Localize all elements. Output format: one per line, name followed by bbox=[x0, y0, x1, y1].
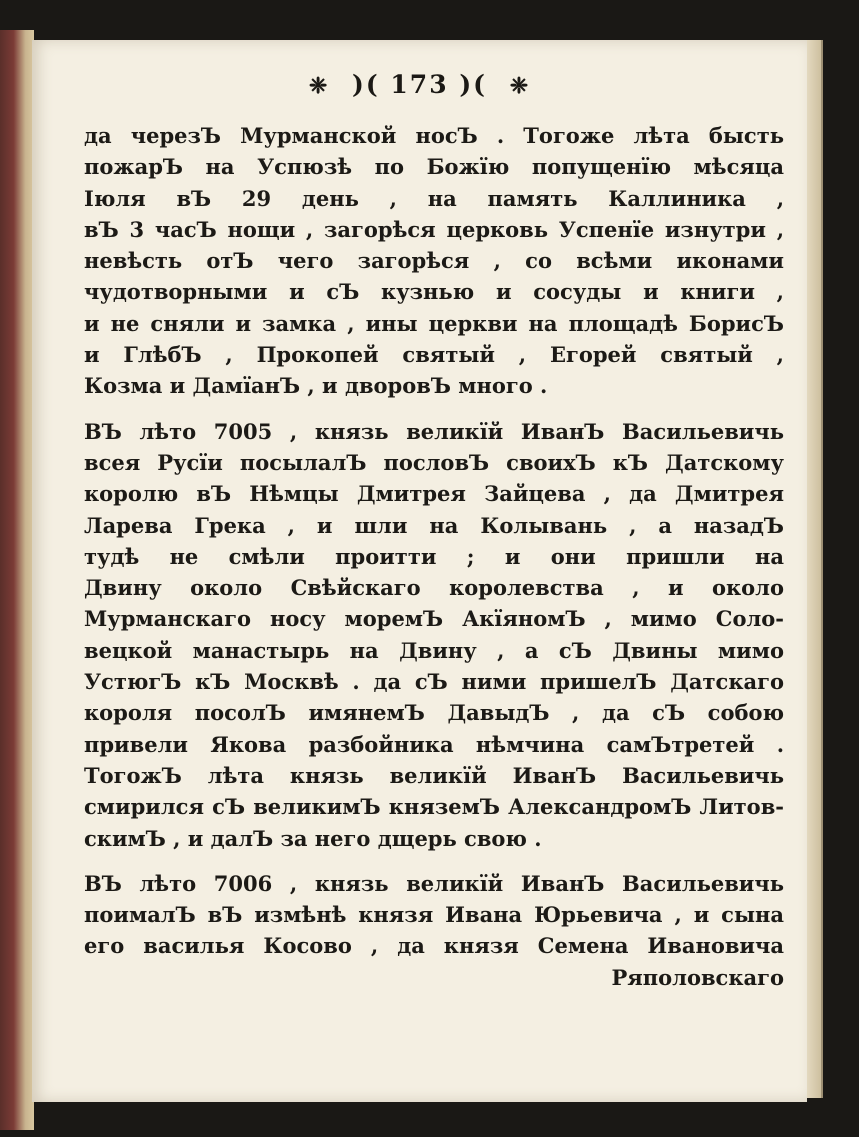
text-line: Ларева Грека , и шли на Колывань , а назадЪ bbox=[84, 512, 784, 538]
book-page bbox=[32, 40, 807, 1102]
text-line: ТогожЪ лѣта князь великїй ИванЪ Васильевичь bbox=[84, 762, 784, 788]
text-line: пожарЪ на Успюзѣ по Божїю попущенїю мѣсяца bbox=[84, 154, 784, 180]
text-line: тудѣ не смѣли проитти ; и они пришли на bbox=[84, 543, 784, 569]
page-body bbox=[84, 120, 784, 993]
text-line: и ГлѣбЪ , Прокопей святый , Егорей святый , bbox=[84, 342, 784, 368]
page-number: 173 bbox=[390, 70, 449, 99]
text-line: королю вЪ Нѣмцы Дмитрея Зайцева , да Дмитрея bbox=[84, 481, 784, 507]
text-line: короля посолЪ имянемЪ ДавыдЪ , да сЪ собою bbox=[84, 700, 784, 726]
ornament-left-icon: ❈ bbox=[308, 73, 330, 99]
text-line: Мурманскаго носу моремЪ АкїяномЪ , мимо Соло- bbox=[84, 606, 784, 632]
text-line: да черезЪ Мурманской носЪ . Тогоже лѣта бысть bbox=[84, 123, 784, 148]
text-line: вЪ 3 часЪ нощи , загорѣся церковь Успенїе изнутри , bbox=[84, 216, 784, 242]
page-header bbox=[32, 70, 807, 99]
bracket-left: )( bbox=[352, 70, 380, 99]
text-line: невѣсть отЪ чего загорѣся , со всѣми иконами bbox=[84, 248, 784, 274]
text-line: Козма и ДамїанЪ , и дворовЪ много . bbox=[84, 373, 548, 399]
paragraph-3 bbox=[84, 868, 784, 993]
text-line: чудотворными и сЪ кузнью и сосуды и книги , bbox=[84, 279, 784, 305]
text-line: смирился сЪ великимЪ княземЪ АлександромЪ Литов- bbox=[84, 794, 784, 820]
text-line: ВЪ лѣто 7005 , князь великїй ИванЪ Васильевичь bbox=[84, 418, 784, 444]
text-line: привели Якова разбойника нѣмчина самЪтретей . bbox=[84, 731, 784, 757]
text-line: скимЪ , и далЪ за него дщерь свою . bbox=[84, 825, 542, 851]
text-line: Iюля вЪ 29 день , на память Каллиника , bbox=[84, 185, 784, 211]
book-binding bbox=[0, 30, 34, 1130]
text-line: его василья Косово , да князя Семена Ивановича bbox=[84, 933, 784, 959]
text-line: Двину около Свѣйскаго королевства , и около bbox=[84, 575, 784, 601]
paragraph-2 bbox=[84, 416, 784, 854]
bracket-right: )( bbox=[459, 70, 487, 99]
text-line: ВЪ лѣто 7006 , князь великїй ИванЪ Васильевичь bbox=[84, 870, 784, 896]
paragraph-1 bbox=[84, 120, 784, 402]
text-line: поималЪ вЪ измѣнѣ князя Ивана Юрьевича , и сына bbox=[84, 902, 784, 928]
text-line: вецкой манастырь на Двину , а сЪ Двины мимо bbox=[84, 637, 784, 663]
catchword: Ряполовскаго bbox=[611, 964, 784, 990]
ornament-right-icon: ❈ bbox=[509, 73, 531, 99]
text-line: и не сняли и замка , ины церкви на площадѣ БорисЪ bbox=[84, 310, 784, 336]
text-line: всея Русїи посылалЪ пословЪ своихЪ кЪ Датскому bbox=[84, 449, 784, 475]
text-line: УстюгЪ кЪ Москвѣ . да сЪ ними пришелЪ Датскаго bbox=[84, 669, 784, 695]
